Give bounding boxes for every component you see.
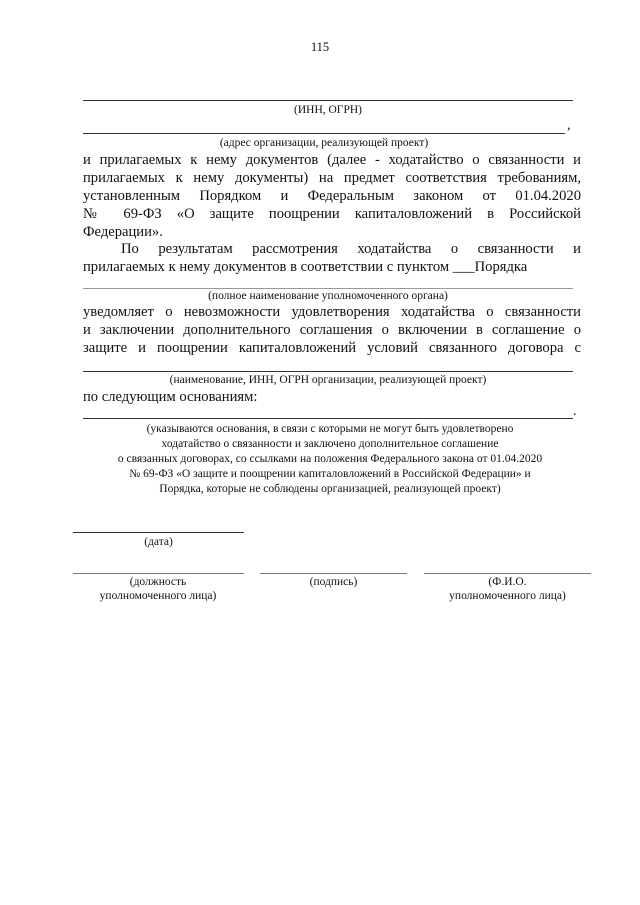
position-line [73, 573, 244, 574]
grounds-caption-line-1: (указываются основания, в связи с которыми не могут быть удовлетворено [146, 423, 514, 435]
address-line [83, 133, 565, 134]
address-comma: , [567, 118, 571, 133]
organization-caption: (наименование, ИНН, ОГРН организации, реализующей проект) [169, 374, 487, 386]
para3-line-1: уведомляет о невозможности удовлетворения ходатайства о связанности [83, 304, 581, 320]
grounds-caption-line-3: о связанных договорах, со ссылками на положения Федерального закона от 01.04.2020 [117, 453, 543, 465]
inn-ogrn-caption: (ИНН, ОГРН) [294, 104, 362, 116]
para1-line-4: № 69-ФЗ «О защите поощрении капиталовложений в Российской [83, 206, 581, 222]
fio-caption-line-2: уполномоченного лица) [449, 590, 566, 602]
signature-caption: (подпись) [309, 576, 358, 588]
date-caption: (дата) [144, 536, 173, 548]
para2-line-1: По результатам рассмотрения ходатайства о связанности и [121, 241, 581, 257]
organization-line [83, 371, 573, 372]
para1-line-5: Федерации». [83, 224, 163, 240]
fio-caption-line-1: (Ф.И.О. [488, 576, 527, 588]
para1-line-3: установленным Порядком и Федеральным законом от 01.04.2020 [83, 188, 581, 204]
grounds-caption-line-5: Порядка, которые не соблюдены организацией, реализующей проект) [159, 483, 501, 495]
grounds-intro: по следующим основаниям: [83, 389, 258, 405]
grounds-period: . [573, 404, 577, 419]
para3-line-3: защите и поощрении капиталовложений условий связанного договора с [83, 340, 581, 356]
authority-caption: (полное наименование уполномоченного органа) [208, 290, 448, 302]
para1-line-2: прилагаемых к нему документы) на предмет соответствия требованиям, [83, 170, 581, 186]
position-caption-line-2: уполномоченного лица) [99, 590, 217, 602]
signature-line [260, 573, 407, 574]
page-number: 115 [310, 40, 330, 54]
grounds-line [83, 418, 573, 419]
inn-ogrn-line [83, 100, 573, 101]
para1-line-1: и прилагаемых к нему документов (далее - ходатайство о связанности и [83, 152, 581, 168]
para3-line-2: и заключении дополнительного соглашения о включении в соглашение о [83, 322, 581, 338]
grounds-caption-line-4: № 69-ФЗ «О защите и поощрении капиталовложений в Российской Федерации» и [129, 468, 531, 480]
fio-line [424, 573, 591, 574]
address-caption: (адрес организации, реализующей проект) [219, 137, 429, 149]
grounds-caption-line-2: ходатайство о связанности и заключено дополнительное соглашение [161, 438, 499, 450]
para2-line-2: прилагаемых к нему документов в соответствии с пунктом ___Порядка [83, 259, 528, 275]
date-line [73, 532, 244, 533]
position-caption-line-1: (должность [129, 576, 187, 588]
